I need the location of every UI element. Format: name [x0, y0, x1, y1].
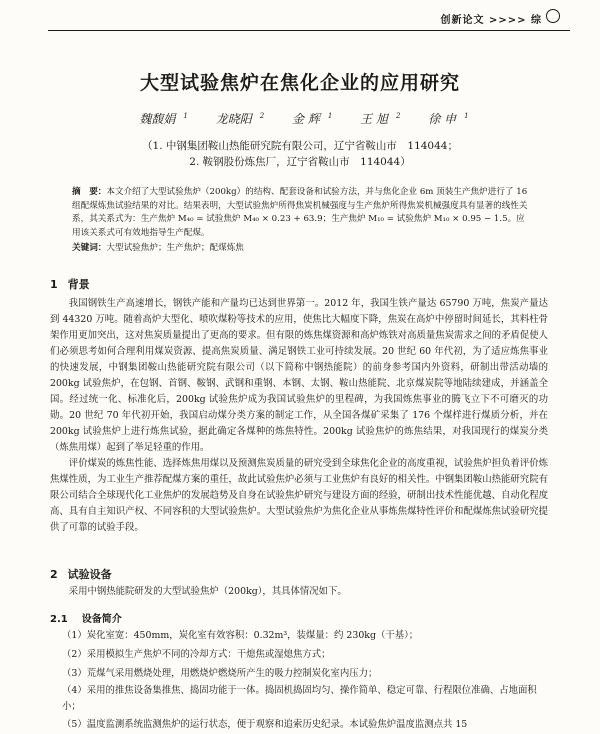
section-heading-equipment: 2 试验设备 — [50, 568, 112, 581]
list-item: （3）荒煤气采用燃烧处理，用燃烧炉燃烧所产生的吸力控制炭化室内压力； — [62, 668, 378, 679]
list-item: （1）炭化室宽：450mm，炭化室有效容积：0.32m³，装煤量：约 230kg（干基）； — [62, 630, 419, 641]
author: 金 辉 $^1$ — [292, 112, 333, 126]
paragraph: 评价煤炭的炼焦性能、选择炼焦用煤以及预测焦炭质量的研究受到全球焦化企业的高度重视，试验焦炉担负着评价炼焦煤性质，为工业生产推荐配煤方案的重任，故此试验焦炉必须与工业焦炉有良好的相关性。中钢集团鞍山热能研究院有限公司结合全球现代化工业焦炉的发展趋势及自身在试验焦炉研究与建设方面的经验，研制出技术性能优越、自动化程度高、具有自主知识产权、不同容积的大型试验焦炉。大型试验焦炉为焦化企业从事炼焦煤特性评价和配煤炼焦试验研究提供了可靠的试验手段。 — [50, 458, 548, 533]
section-body-background — [50, 296, 548, 536]
affiliation-1: （1. 中钢集团鞍山热能研究院有限公司，辽宁省鞍山市 114044； — [142, 140, 458, 152]
author: 徐 申 $^1$ — [428, 112, 469, 126]
section-heading-background: 1 背景 — [50, 278, 90, 291]
abstract-text: 摘 要：本文介绍了大型试验焦炉（200kg）的结构、配套设备和试验方法，并与焦化企业 6m 顶装生产焦炉进行了 16 组配煤炼焦试验结果的对比。结果表明，大型试验焦炉所得焦炭机械强度与生产焦炉所得焦炭机械强度具有显著的线性关系，其关系式为：生产焦炉 M₄₀ = 试验焦炉 M₄₀ × 0.23 + 63.9；生产焦炉 M₁₀ = 试验焦炉 M₁₀ × 0.95 − 1.5。应用该关系式可有效地指导生产配煤。 — [72, 187, 528, 238]
journal-header — [0, 6, 600, 30]
section-label: 创新论文 >>>> 综 — [440, 15, 542, 26]
list-item: （4）采用的推焦设备集推焦、捣固功能于一体。捣固机捣固均匀、操作简单、稳定可靠、行程限位准确、占地面积小； — [62, 685, 537, 712]
list-item: （5）温度监测系统监测焦炉的运行状态，便于观察和追索历史纪录。本试验焦炉温度监测点共 15 — [62, 719, 468, 730]
keywords: 关键词：大型试验焦炉；生产焦炉；配煤炼焦 — [72, 243, 244, 253]
subsection-heading: 2.1 设备简介 — [50, 614, 122, 625]
section-body-equipment — [50, 584, 548, 600]
paper-title: 大型试验焦炉在焦化企业的应用研究 — [139, 72, 460, 94]
affiliation-2: 2. 鞍钢股份炼焦厂，辽宁省鞍山市 114044） — [189, 156, 411, 168]
equipment-list — [50, 626, 548, 734]
author: 龙晓阳 $^2$ — [215, 112, 265, 126]
list-item: （2）采用模拟生产焦炉不同的冷却方式：干熄焦或湿熄焦方式； — [62, 649, 331, 660]
header-circle-icon — [546, 9, 560, 23]
abstract — [72, 186, 532, 256]
author-list — [0, 110, 600, 127]
paragraph: 我国钢铁生产高速增长，钢铁产能和产量均已达到世界第一。2012 年，我国生铁产量达 65790 万吨，焦炭产量达到 44320 万吨。随着高炉大型化、喷吹煤粉等技术的应用，使焦比大幅度下降，焦炭在高炉中停留时间延长，其料柱骨架作用更加突出，这对焦炭质量提出了更高的要求。但有限的炼焦煤资源和高炉炼铁对高质量焦炭需求之间的矛盾促使人们必须思考如何合理利用煤炭资源、提高焦炭质量、满足钢铁工业可持续发展。20 世纪 60 年代初，为了适应炼焦事业的快速发展，中钢集团鞍山热能研究院有限公司（以下简称中钢热能院）的前身参考国内外资料，研制出带活动墙的 200kg 试验焦炉，在包钢、首钢、鞍钢、武钢和重钢、本钢、太钢、鞍山热能院、北京煤炭院等地陆续建成，并涵盖全国。经过统一化、标准化后，200kg 试验焦炉成为我国试验焦炉的里程碑，为我国炼焦事业的腾飞立下不可磨灭的功勋。20 世纪 70 年代初开始，我国启动煤分类方案的制定工作，从全国各煤矿采集了 176 个煤样进行煤质分析，并在 200kg 试验焦炉上进行炼焦试验，据此确定各煤种的炼焦特性。200kg 试验焦炉的炼焦结果，对我国现行的煤炭分类（炼焦用煤）起到了举足轻重的作用。 — [50, 298, 548, 453]
paragraph: 采用中钢热能院研发的大型试验焦炉（200kg），其具体情况如下。 — [68, 586, 347, 597]
author: 王 旭 $^2$ — [360, 112, 401, 126]
author: 魏馥娟 $^1$ — [139, 112, 188, 126]
header-rule — [48, 30, 570, 31]
